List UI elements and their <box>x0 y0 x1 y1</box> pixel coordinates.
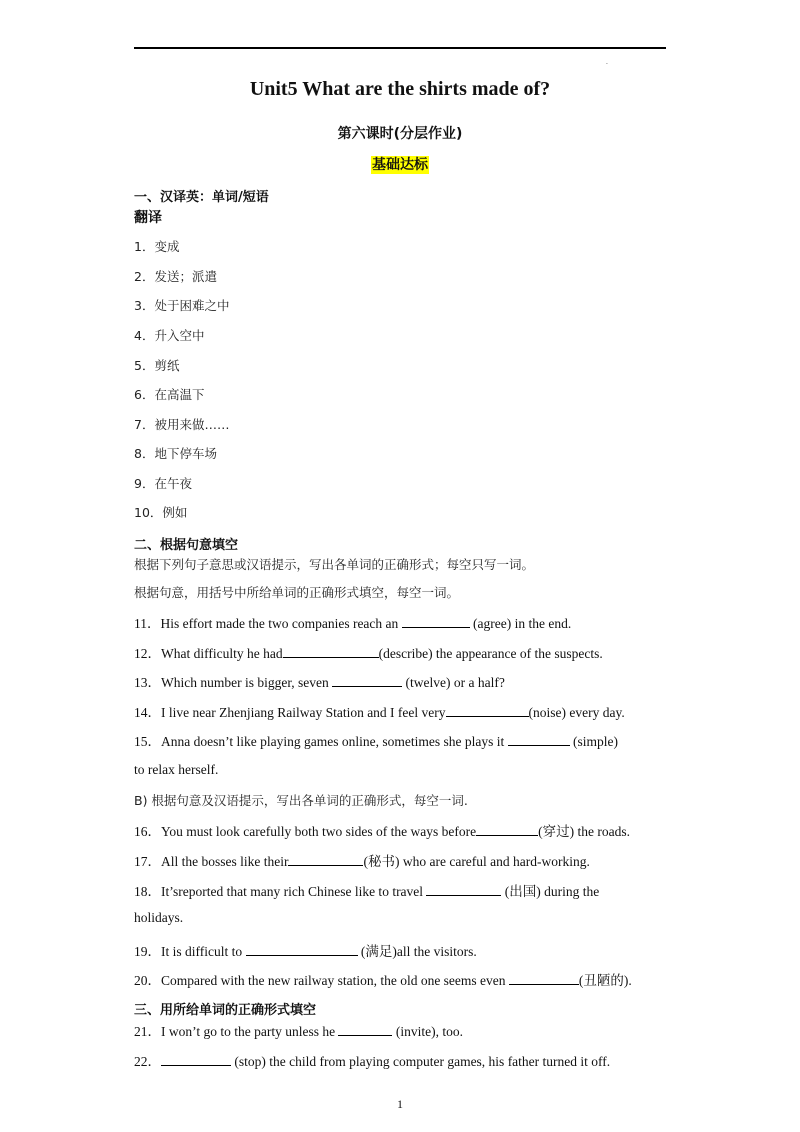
question-18-continued: holidays. <box>134 910 184 925</box>
question-15: 15．Anna doesn’t like playing games online, sometimes she plays it (simple) <box>134 734 618 749</box>
list-item: 7．被用来做…… <box>134 417 230 432</box>
section2-instruction: 根据句意，用括号中所给单词的正确形式填空，每空一词。 <box>134 585 460 600</box>
question-15-continued: to relax herself. <box>134 762 219 777</box>
part-b-instruction: B) 根据句意及汉语提示，写出各单词的正确形式，每空一词. <box>134 793 468 808</box>
answer-blank[interactable] <box>508 733 570 746</box>
list-item: 6．在高温下 <box>134 387 205 402</box>
list-item: 8．地下停车场 <box>134 446 217 461</box>
answer-blank[interactable] <box>288 853 363 866</box>
list-item: 3．处于困难之中 <box>134 298 230 313</box>
question-12: 12．What difficulty he had (describe) the appearance of the suspects. <box>134 646 603 661</box>
question-17: 17．All the bosses like their (秘书) who are careful and hard-working. <box>134 854 590 869</box>
question-16: 16．You must look carefully both two sides of the ways before (穿过) the roads. <box>134 824 630 839</box>
question-20: 20．Compared with the new railway station, the old one seems even (丑陋的). <box>134 973 632 988</box>
list-item: 10．例如 <box>134 505 188 520</box>
answer-blank[interactable] <box>246 943 358 956</box>
header-rule <box>134 47 666 49</box>
list-item: 4．升入空中 <box>134 328 205 343</box>
page-title: Unit5 What are the shirts made of? <box>249 78 551 100</box>
answer-blank[interactable] <box>509 972 579 985</box>
section2-instruction: 根据下列句子意思或汉语提示，写出各单词的正确形式；每空只写一词。 <box>134 557 535 572</box>
question-11: 11．His effort made the two companies reach an (agree) in the end. <box>134 616 572 631</box>
section2-heading: 二、根据句意填空 <box>134 538 239 553</box>
lesson-subtitle: 第六课时(分层作业) <box>337 126 463 142</box>
question-21: 21．I won’t go to the party unless he (invite), too. <box>134 1024 463 1039</box>
answer-blank[interactable] <box>446 704 529 717</box>
answer-blank[interactable] <box>402 615 470 628</box>
answer-blank[interactable] <box>283 645 379 658</box>
question-19: 19．It is difficult to (满足)all the visitors. <box>134 944 477 959</box>
list-item: 9．在午夜 <box>134 476 192 491</box>
section1-subheading: 翻译 <box>134 210 162 226</box>
answer-blank[interactable] <box>338 1023 392 1036</box>
question-18: 18．It’sreported that many rich Chinese like to travel (出国) during the <box>134 884 600 899</box>
list-item: 2．发送；派遣 <box>134 269 217 284</box>
section3-heading: 三、用所给单词的正确形式填空 <box>134 1003 317 1018</box>
list-item: 5．剪纸 <box>134 358 180 373</box>
list-item: 1．变成 <box>134 239 180 254</box>
question-22: 22． (stop) the child from playing computer games, his father turned it off. <box>134 1054 611 1069</box>
question-14: 14．I live near Zhenjiang Railway Station and I feel very (noise) every day. <box>134 705 625 720</box>
answer-blank[interactable] <box>161 1053 231 1066</box>
answer-blank[interactable] <box>426 883 501 896</box>
answer-blank[interactable] <box>476 823 538 836</box>
page-number: 1 <box>397 1097 403 1111</box>
header-dot: · <box>606 61 608 68</box>
level-tag: 基础达标 <box>372 157 428 173</box>
section1-heading: 一、汉译英：单词/短语 <box>134 190 269 205</box>
question-13: 13．Which number is bigger, seven (twelve) or a half? <box>134 675 505 690</box>
answer-blank[interactable] <box>332 674 402 687</box>
